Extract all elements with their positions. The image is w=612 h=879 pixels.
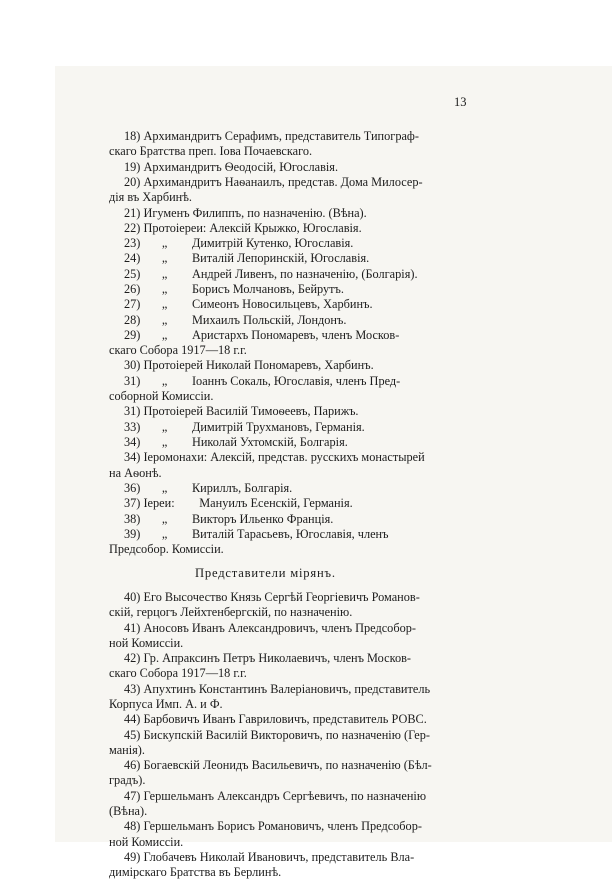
text-line: 26) „ Борисъ Молчановъ, Бейрутъ. [124, 282, 344, 296]
text-line: соборной Комиссіи. [109, 389, 214, 403]
text-line: 23) „ Димитрій Кутенко, Югославія. [124, 236, 354, 250]
text-line: 46) Богаевскій Леонидъ Васильевичъ, по назначенію (Бѣл- [124, 758, 432, 772]
text-line: 42) Гр. Апраксинъ Петръ Николаевичъ, членъ Москов- [124, 651, 411, 665]
text-line: 30) Протоіерей Николай Пономаревъ, Харбинъ. [124, 358, 374, 372]
text-line: 40) Его Высочество Князь Сергѣй Георгіевичъ Романов- [124, 590, 420, 604]
text-line: 19) Архимандритъ Ѳеодосій, Югославія. [124, 160, 339, 174]
text-line: 49) Глобачевъ Николай Ивановичъ, представитель Вла- [124, 850, 415, 864]
section-heading: Представители мірянъ. [195, 566, 336, 580]
text-line: 31) Протоіерей Василій Тимоѳеевъ, Парижъ. [124, 404, 359, 418]
text-line: 22) Протоіереи: Алексій Крыжко, Югославія. [124, 221, 362, 235]
document-page [55, 66, 612, 879]
text-line: 28) „ Михаилъ Польскій, Лондонъ. [124, 313, 347, 327]
text-line: 36) „ Кириллъ, Болгарія. [124, 481, 293, 495]
text-line: ной Комиссіи. [109, 636, 184, 650]
page-number: 13 [454, 95, 467, 109]
text-line: 20) Архимандритъ Наѳанаилъ, представ. Дома Милосер- [124, 175, 423, 189]
text-line: димірскаго Братства въ Берлинѣ. [109, 865, 282, 879]
text-line: 38) „ Викторъ Ильенко Франція. [124, 512, 334, 526]
text-line: 43) Апухтинъ Константинъ Валеріановичъ, представитель [124, 682, 431, 696]
text-line: Предсобор. Комиссіи. [109, 542, 224, 556]
text-line: 34) Іеромонахи: Алексій, представ. русскихъ монастырей [124, 450, 425, 464]
text-line: 45) Бискупскій Василій Викторовичъ, по назначенію (Гер- [124, 728, 430, 742]
text-line: 24) „ Виталій Лепоринскій, Югославія. [124, 251, 370, 265]
text-line: ной Комиссіи. [109, 835, 184, 849]
text-line: 31) „ Іоаннъ Сокаль, Югославія, членъ Пред- [124, 374, 401, 388]
text-line: скаго Собора 1917—18 г.г. [109, 666, 247, 680]
text-line: 18) Архимандритъ Серафимъ, представитель Типограф- [124, 129, 419, 143]
text-line: манія). [109, 743, 145, 757]
text-line: 33) „ Димитрій Трухмановъ, Германія. [124, 420, 365, 434]
text-line: скаго Собора 1917—18 г.г. [109, 343, 247, 357]
text-line: скій, герцогъ Лейхтенбергскій, по назначенію. [109, 605, 353, 619]
text-line: на Аѳонѣ. [109, 466, 162, 480]
text-line: 25) „ Андрей Ливенъ, по назначенію, (Болгарія). [124, 267, 418, 281]
text-line: 44) Барбовичъ Иванъ Гавриловичъ, представитель РОВС. [124, 712, 427, 726]
text-line: 34) „ Николай Ухтомскій, Болгарія. [124, 435, 348, 449]
text-line: скаго Братства преп. Іова Почаевскаго. [109, 144, 313, 158]
text-line: 47) Гершельманъ Александръ Сергѣевичъ, по назначенію [124, 789, 426, 803]
text-line: 48) Гершельманъ Борисъ Романовичъ, членъ Предсобор- [124, 819, 422, 833]
text-line: 29) „ Аристархъ Пономаревъ, членъ Москов- [124, 328, 400, 342]
text-line: 41) Аносовъ Иванъ Александровичъ, членъ Предсобор- [124, 621, 416, 635]
text-line: градъ). [109, 773, 146, 787]
text-line: 39) „ Виталій Тарасьевъ, Югославія, членъ [124, 527, 389, 541]
text-line: Корпуса Имп. А. и Ф. [109, 697, 223, 711]
text-line: 21) Игуменъ Филиппъ, по назначенію. (Вѣна). [124, 206, 367, 220]
text-line: дія въ Харбинѣ. [109, 190, 192, 204]
text-line: (Вѣна). [109, 804, 148, 818]
text-line: 27) „ Симеонъ Новосильцевъ, Харбинъ. [124, 297, 373, 311]
text-line: 37) Іереи: Мануилъ Есенскій, Германія. [124, 496, 353, 510]
